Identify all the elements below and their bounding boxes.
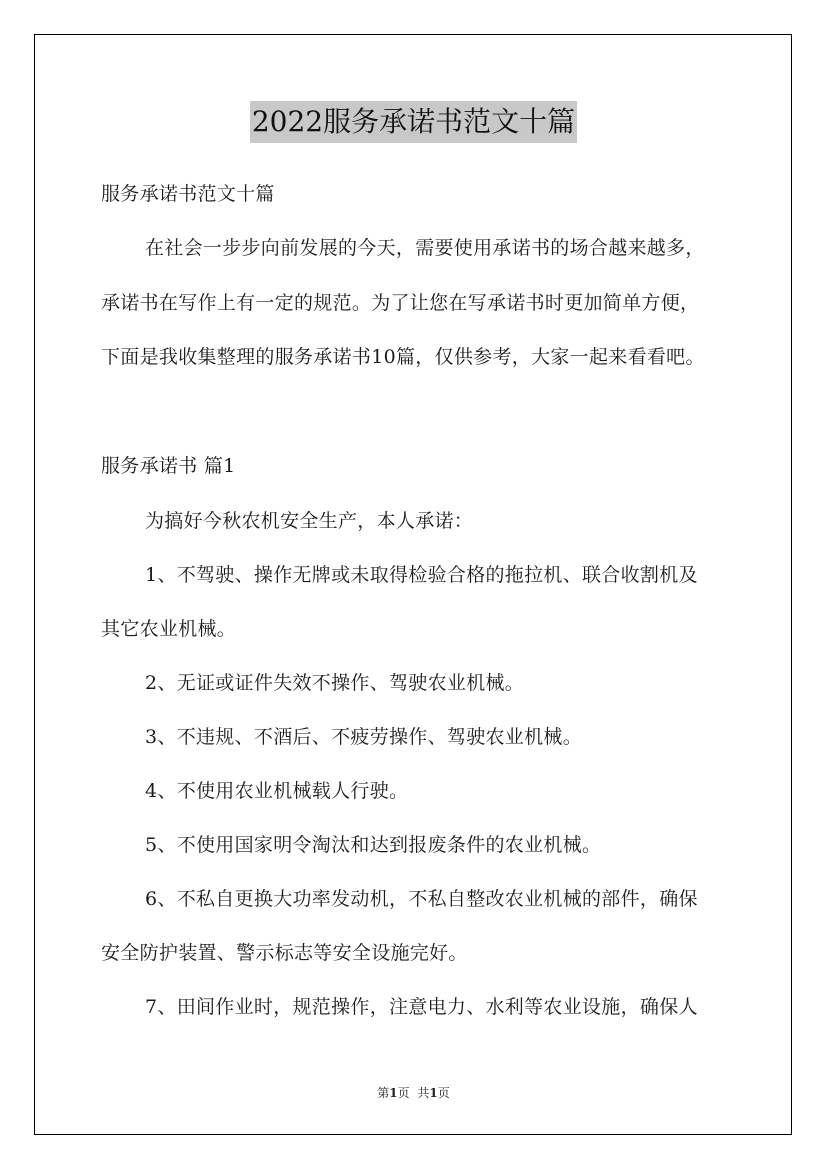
page-footer: [0, 1085, 827, 1101]
body-line: 3、不违规、不酒后、不疲劳操作、驾驶农业机械。: [145, 726, 582, 748]
body-line: 安全防护装置、警示标志等安全设施完好。: [101, 942, 468, 964]
section-heading: 服务承诺书 篇1: [101, 455, 236, 477]
body-line: 2、无证或证件失效不操作、驾驶农业机械。: [145, 672, 525, 694]
body-line: 4、不使用农业机械载人行驶。: [145, 780, 409, 802]
document-title: 2022服务承诺书范文十篇: [250, 101, 577, 143]
body-line: 为搞好今秋农机安全生产，本人承诺：: [145, 510, 474, 532]
body-line: 7、田间作业时，规范操作，注意电力、水利等农业设施，确保人: [145, 996, 698, 1018]
title-container: [0, 101, 827, 143]
body-line: 其它农业机械。: [101, 618, 237, 640]
intro-line: 在社会一步步向前发展的今天，需要使用承诺书的场合越来越多，: [145, 237, 705, 259]
footer-page-suffix: 页: [397, 1086, 410, 1100]
footer-total-number: 1: [429, 1086, 438, 1100]
footer-total-prefix: 共: [417, 1086, 430, 1100]
intro-line: 承诺书在写作上有一定的规范。为了让您在写承诺书时更加简单方便，: [101, 292, 700, 314]
body-line: 6、不私自更换大功率发动机，不私自整改农业机械的部件，确保: [145, 888, 698, 910]
footer-total-suffix: 页: [437, 1086, 450, 1100]
body-line: 5、不使用国家明令淘汰和达到报废条件的农业机械。: [145, 834, 602, 856]
intro-line: 下面是我收集整理的服务承诺书10篇，仅供参考，大家一起来看看吧。: [101, 346, 705, 368]
footer-page-prefix: 第: [377, 1086, 390, 1100]
footer-page-number: 1: [389, 1086, 398, 1100]
body-line: 1、不驾驶、操作无牌或未取得检验合格的拖拉机、联合收割机及: [145, 564, 698, 586]
document-subtitle: 服务承诺书范文十篇: [101, 183, 275, 205]
